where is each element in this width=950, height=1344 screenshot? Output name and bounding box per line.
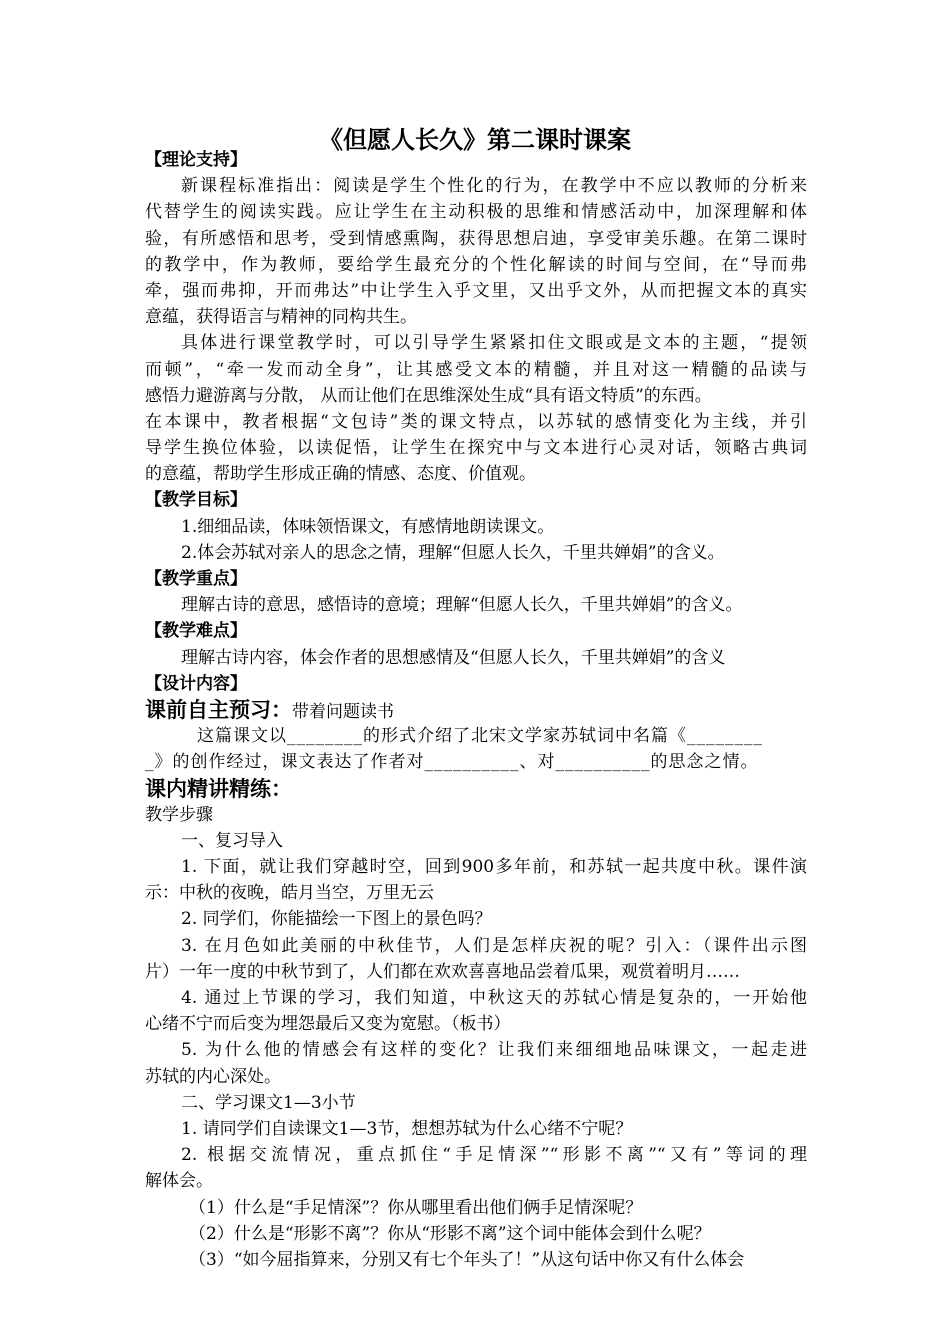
paragraph-line: 具体进行课堂教学时，可以引导学生紧紧扣住文眼或是文本的主题，“提领 (181, 333, 807, 354)
paragraph-line: 在本课中，教者根据“文包诗”类的课文特点，以苏轼的感情变化为主线，并引 (145, 411, 807, 432)
page-title: 《但愿人长久》第二课时课案 (319, 126, 631, 154)
section-heading-design: 【设计内容】 (145, 673, 247, 694)
preview-heading: 课前自主预习： (145, 697, 292, 722)
section-heading-theory: 【理论支持】 (145, 150, 247, 170)
step-line: 2. 同学们，你能描绘一下图上的景色吗？ (181, 909, 492, 930)
paragraph-line: 而顿”，“牵一发而动全身”，让其感受文本的精髓，并且对这一精髓的品读与 (145, 359, 807, 380)
step-line: 1. 请同学们自读课文1—3节，想想苏轼为什么心绪不宁呢？ (181, 1118, 633, 1139)
step-line: 示：中秋的夜晚，皓月当空，万里无云 (145, 883, 434, 904)
step-line: 解体会。 (145, 1171, 213, 1192)
document-body (145, 147, 807, 1273)
paragraph-line: 新课程标准指出：阅读是学生个性化的行为，在教学中不应以教师的分析来 (181, 176, 807, 197)
paragraph-line: 感悟力避游离与分散， 从而让他们在思维深处生成“具有语文特质”的东西。 (145, 385, 712, 406)
section-heading-key-points: 【教学重点】 (145, 569, 247, 589)
step-section-title: 二、学习课文1—3小节 (181, 1092, 356, 1113)
fill-in-question-line: _》的创作经过，课文表达了作者对__________、对__________的思念之情。 (145, 752, 759, 773)
paragraph-line: 牵，强而弗抑，开而弗达”中让学生入乎文里，又出乎文外，从而把握文本的真实 (145, 280, 807, 301)
step-line: 5. 为什么他的情感会有这样的变化？让我们来细细地品味课文，一起走进 (181, 1040, 807, 1061)
goal-item: 2.体会苏轼对亲人的思念之情，理解“但愿人长久，千里共婵娟”的含义。 (181, 542, 725, 563)
preview-subheading: 带着问题读书 (292, 701, 394, 722)
step-line: （2）什么是“形影不离”？你从“形影不离”这个词中能体会到什么呢？ (189, 1223, 711, 1244)
step-line: 1. 下面，就让我们穿越时空，回到900多年前，和苏轼一起共度中秋。课件演 (181, 857, 807, 878)
step-line: 3. 在月色如此美丽的中秋佳节，人们是怎样庆祝的呢？引入：（课件出示图 (181, 935, 807, 956)
key-points-text: 理解古诗的意思，感悟诗的意境；理解“但愿人长久，千里共婵娟”的含义。 (181, 595, 743, 616)
step-line: 4. 通过上节课的学习，我们知道，中秋这天的苏轼心情是复杂的，一开始他 (181, 988, 807, 1008)
step-section-title: 一、复习导入 (181, 830, 283, 851)
fill-in-question-line: 这篇课文以________的形式介绍了北宋文学家苏轼词中名篇《________ (197, 726, 763, 747)
paragraph-line: 验，有所感悟和思考，受到情感熏陶，获得思想启迪，享受审美乐趣。在第二课时 (145, 228, 807, 249)
paragraph-line: 的意蕴，帮助学生形成正确的情感、态度、价值观。 (145, 464, 536, 485)
step-line: （1）什么是“手足情深”？你从哪里看出他们俩手足情深呢？ (189, 1197, 643, 1218)
step-line: （3）“如今屈指算来，分别又有七个年头了！”从这句话中你又有什么体会 (189, 1249, 745, 1270)
section-heading-difficulties: 【教学难点】 (145, 621, 247, 642)
step-line: 2. 根据交流情况，重点抓住“手足情深”“形影不离”“又有”等词的理 (181, 1145, 807, 1166)
step-line: 苏轼的内心深处。 (145, 1066, 281, 1087)
step-line: 片）一年一度的中秋节到了，人们都在欢欢喜喜地品尝着瓜果，观赏着明月…… (145, 961, 740, 982)
goal-item: 1.细细品读，体味领悟课文，有感情地朗读课文。 (181, 516, 555, 537)
paragraph-line: 的教学中，作为教师，要给学生最充分的个性化解读的时间与空间，在“导而弗 (145, 254, 807, 275)
step-line: 心绪不宁而后变为埋怨最后又变为宽慰。（板书） (145, 1014, 511, 1035)
section-heading-goals: 【教学目标】 (145, 490, 247, 511)
paragraph-line: 导学生换位体验，以读促悟，让学生在探究中与文本进行心灵对话，领略古典词 (145, 438, 807, 459)
paragraph-line: 意蕴，获得语言与精神的同构共生。 (145, 307, 417, 328)
difficulties-text: 理解古诗内容，体会作者的思想感情及“但愿人长久，千里共婵娟”的含义 (181, 647, 726, 668)
preview-heading-line (145, 697, 807, 723)
class-heading: 课内精讲精练： (145, 776, 292, 801)
paragraph-line: 代替学生的阅读实践。应让学生在主动积极的思维和情感活动中，加深理解和体 (145, 202, 807, 223)
steps-label: 教学步骤 (145, 804, 213, 825)
